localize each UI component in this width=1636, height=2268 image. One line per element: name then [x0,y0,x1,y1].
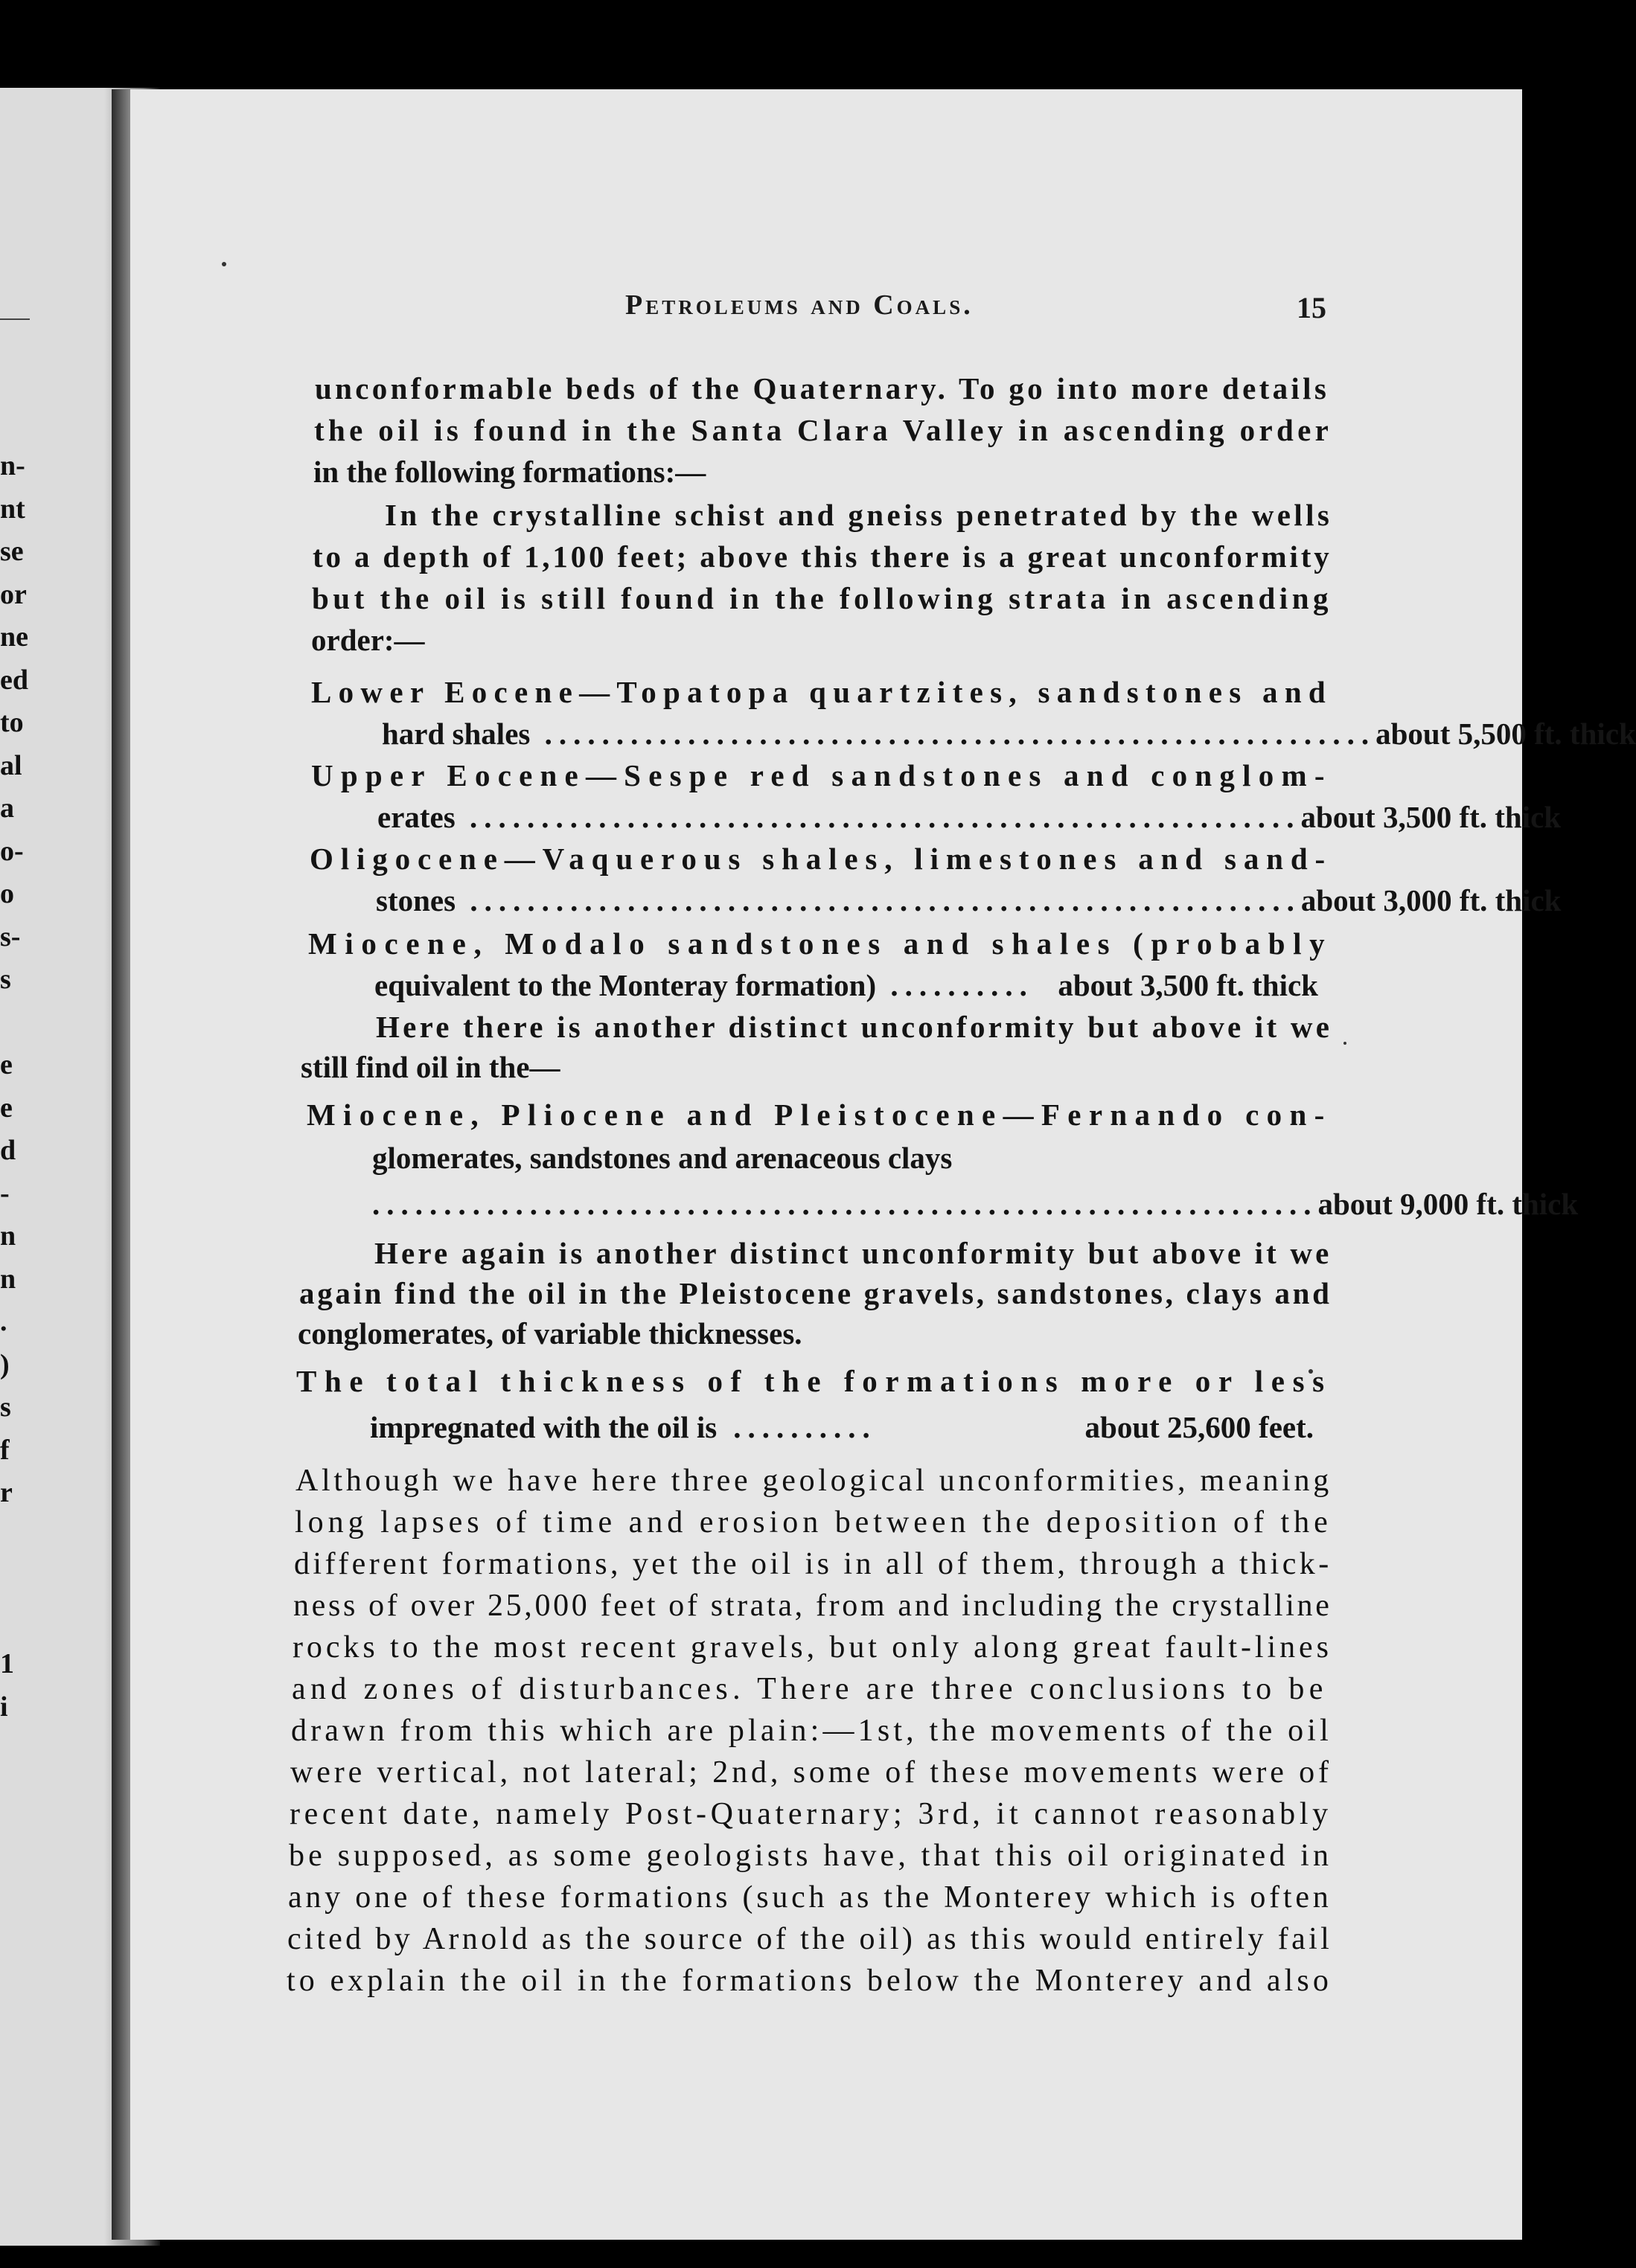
facing-page-fragment: e [0,1092,13,1124]
intro-line: to a depth of 1,100 feet; above this there is a great unconformity [313,539,1332,574]
facing-page-fragment: n [0,1263,16,1295]
conclusion-line: and zones of disturbances. There are three conclusions to be [292,1672,1328,1706]
speck [222,262,226,266]
dot-leader: .......................................................... [455,800,1301,834]
stratum-continuation: equivalent to the Monteray formation) [374,968,877,1002]
total-line: The total thickness of the formations more or less [296,1364,1332,1398]
facing-page-fragment: nt [0,493,25,525]
facing-page-fragment: 1 [0,1648,14,1679]
facing-page-fragment: . [0,1306,7,1337]
stratum-thickness: about 5,500 ft. thick [1375,717,1636,751]
facing-page-fragment [0,1002,30,1045]
facing-page-fragment: s- [0,920,21,952]
facing-page-fragment [0,1601,30,1644]
facing-page-fragment: o [0,878,14,909]
conclusion-line: drawn from this which are plain:—1st, the movements of the oil [291,1714,1332,1748]
stratum-name: Upper Eocene—Sespe red sandstones and conglom- [311,758,1332,792]
conclusion-line: to explain the oil in the formations below the Monterey and also [287,1964,1332,1998]
conclusion-line: cited by Arnold as the source of the oil) as this would entirely fail [287,1922,1333,1956]
note-line: Here there is another distinct unconformity but above it we [376,1010,1333,1044]
facing-page-fragment: - [0,1177,10,1209]
facing-page-fragment: s [0,964,11,995]
stratum-thickness: about 9,000 ft. thick [1317,1187,1579,1221]
facing-page-fragment: r [0,1477,13,1508]
conclusion-line: ness of over 25,000 feet of strata, from and including the crystalline [293,1589,1332,1623]
facing-page-fragment [0,1515,30,1558]
conclusion-line: any one of these formations (such as the Monterey which is often [288,1880,1332,1915]
note-line: still find oil in the— [301,1050,560,1084]
facing-page-fragment: d [0,1135,16,1166]
facing-page-fragment: e [0,1049,13,1080]
conclusion-line: recent date, namely Post-Quaternary; 3rd, it cannot reasonably [290,1797,1332,1831]
stratum-continuation: glomerates, sandstones and arenaceous clays [372,1141,953,1175]
dot-leader: .......................................................... [456,883,1301,917]
dot-leader: .......... [876,968,1034,1002]
running-head: Petroleums and Coals. [625,289,974,321]
page-binding-edge [112,89,130,2240]
stratum-name: Lower Eocene—Topatopa quartzites, sandstones and [311,675,1333,709]
facing-page-fragment: n [0,1220,16,1252]
dot-leader: .......................................................... [530,717,1376,751]
stratum-thickness-row [382,716,1636,752]
facing-page-fragment: i [0,1691,8,1723]
conclusion-line: were vertical, not lateral; 2nd, some of these movements were of [290,1755,1332,1790]
stratum-thickness-row [374,967,1318,1003]
facing-page-rule [0,318,30,320]
facing-page-fragment: or [0,578,27,610]
facing-page-fragment: al [0,749,22,781]
facing-page-fragment: se [0,536,24,567]
dot-leader: .......... [733,1410,877,1444]
facing-page-text-fragments [0,445,30,1729]
total-value-row [370,1409,1314,1445]
stratum-name: Miocene, Pliocene and Pleistocene—Fernando con- [307,1098,1332,1132]
facing-page-fragment: n- [0,450,25,481]
conclusion-line: rocks to the most recent gravels, but only along great fault-lines [293,1630,1332,1665]
intro-line: but the oil is still found in the following strata in ascending [312,581,1333,615]
conclusion-line: be supposed, as some geologists have, that this oil originated in [289,1839,1333,1873]
facing-page-fragment: a [0,792,14,824]
stratum-thickness-row [372,1186,1579,1222]
facing-page-fragment: s [0,1391,11,1423]
total-continuation: impregnated with the oil is [370,1410,718,1444]
facing-page-fragment: ) [0,1348,10,1380]
stratum-name: Miocene, Modalo sandstones and shales (probably [308,926,1333,961]
intro-line: the oil is found in the Santa Clara Valley in ascending order [314,413,1333,447]
conclusion-line: Although we have here three geological unconformities, meaning [295,1464,1332,1498]
facing-page-fragment: o- [0,835,24,867]
intro-line: unconformable beds of the Quaternary. To go into more details [315,371,1330,406]
facing-page-fragment: to [0,707,24,738]
stratum-name: Oligocene—Vaquerous shales, limestones and sand- [310,842,1332,876]
conclusion-line: long lapses of time and erosion between the deposition of the [295,1505,1332,1540]
note-line: conglomerates, of variable thicknesses. [298,1316,802,1351]
facing-page-fragment: ed [0,664,28,696]
stratum-thickness-row [377,799,1562,835]
intro-line: order:— [311,623,425,657]
note-line: Here again is another distinct unconformity but above it we [374,1236,1332,1270]
page-number: 15 [1297,291,1326,324]
conclusion-line: different formations, yet the oil is in all of them, through a thick- [294,1547,1332,1581]
stratum-continuation: hard shales [382,717,531,751]
speck [1343,1042,1346,1045]
intro-line: in the following formations:— [313,455,706,489]
total-value: about 25,600 feet. [1084,1410,1314,1444]
stratum-thickness-row [376,882,1562,918]
facing-page-fragment [0,1557,30,1601]
stratum-thickness: about 3,000 ft. thick [1300,883,1562,917]
stratum-continuation: erates [377,800,456,834]
note-line: again find the oil in the Pleistocene gravels, sandstones, clays and [299,1276,1332,1310]
facing-page-fragment: ne [0,621,28,653]
stratum-continuation: stones [376,883,456,917]
intro-line: In the crystalline schist and gneiss penetrated by the wells [385,498,1333,532]
dot-leader: .................................................................. [372,1187,1318,1221]
facing-page-fragment: f [0,1434,10,1466]
stratum-thickness: about 3,500 ft. thick [1058,968,1318,1002]
stratum-thickness: about 3,500 ft. thick [1300,800,1562,834]
